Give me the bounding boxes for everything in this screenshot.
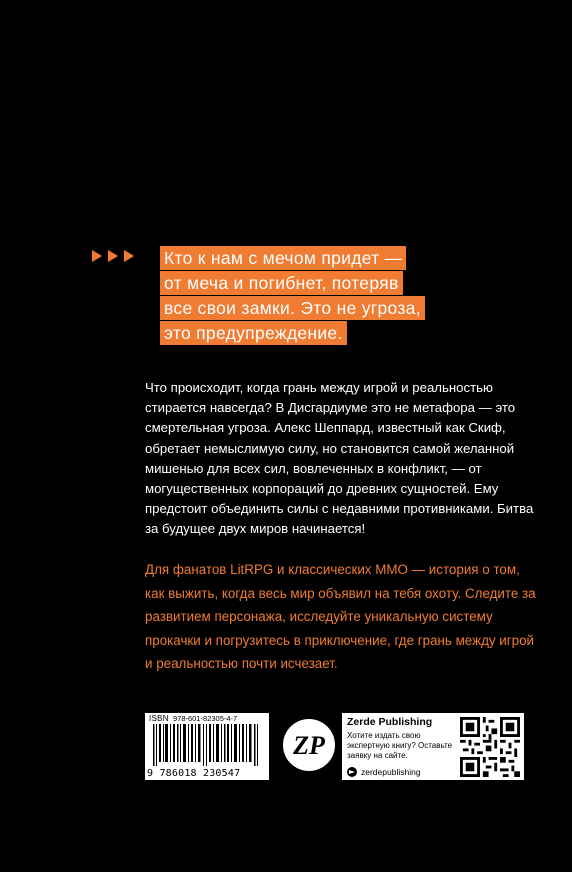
publisher-cta: Хотите издать свою экспертную книгу? Оставьте заявку на сайте. (347, 731, 453, 760)
quote-line: от меча и погибнет, потеряв (160, 271, 403, 295)
isbn-barcode (145, 713, 269, 780)
arrow-icon (124, 250, 134, 262)
arrow-icon (108, 250, 118, 262)
publisher-handle-text: zerdepublishing (361, 767, 421, 777)
publisher-box (342, 713, 524, 780)
promo-text: Для фанатов LitRPG и классических ММО — история о том, как выжить, когда весь мир объявил на тебя охоту. Следите за развитием персонажа, исследуйте уникальную систему прокачки и погрузитесь в приключение, где грань между игрой и реальностью почти исчезает. (145, 562, 536, 672)
publisher-name: Zerde Publishing (347, 716, 433, 728)
description-text: Что происходит, когда грань между игрой и реальностью стирается навсегда? В Дисгардиуме это не метафора — это смертельная угроза. Алекс Шеппард, известный как Скиф, обретает немыслимую силу, но становится самой желанной мишенью для всех сил, вовлеченных в конфликт, — от могущественных корпораций до древних сущностей. Ему предстоит объединить силы с недавними противниками. Битва за будущее двух миров начинается! (145, 380, 534, 537)
publisher-handle (347, 767, 421, 777)
highlight-quote (160, 246, 520, 346)
quote-line: Кто к нам с мечом придет — (160, 246, 406, 270)
arrow-icon (92, 250, 102, 262)
arrows-decoration (92, 250, 134, 262)
qr-code-icon (460, 717, 520, 777)
barcode-digits: 9 786018 230547 (147, 768, 241, 779)
barcode-icon (153, 724, 263, 766)
isbn-number: 978-601-82305-4-7 (173, 714, 238, 723)
isbn-label: ISBN (149, 714, 169, 723)
zp-logo (282, 718, 336, 772)
telegram-icon (347, 767, 357, 777)
quote-line: все свои замки. Это не угроза, (160, 296, 425, 320)
quote-line: это предупреждение. (160, 321, 347, 345)
svg-text:ZP: ZP (293, 731, 325, 760)
